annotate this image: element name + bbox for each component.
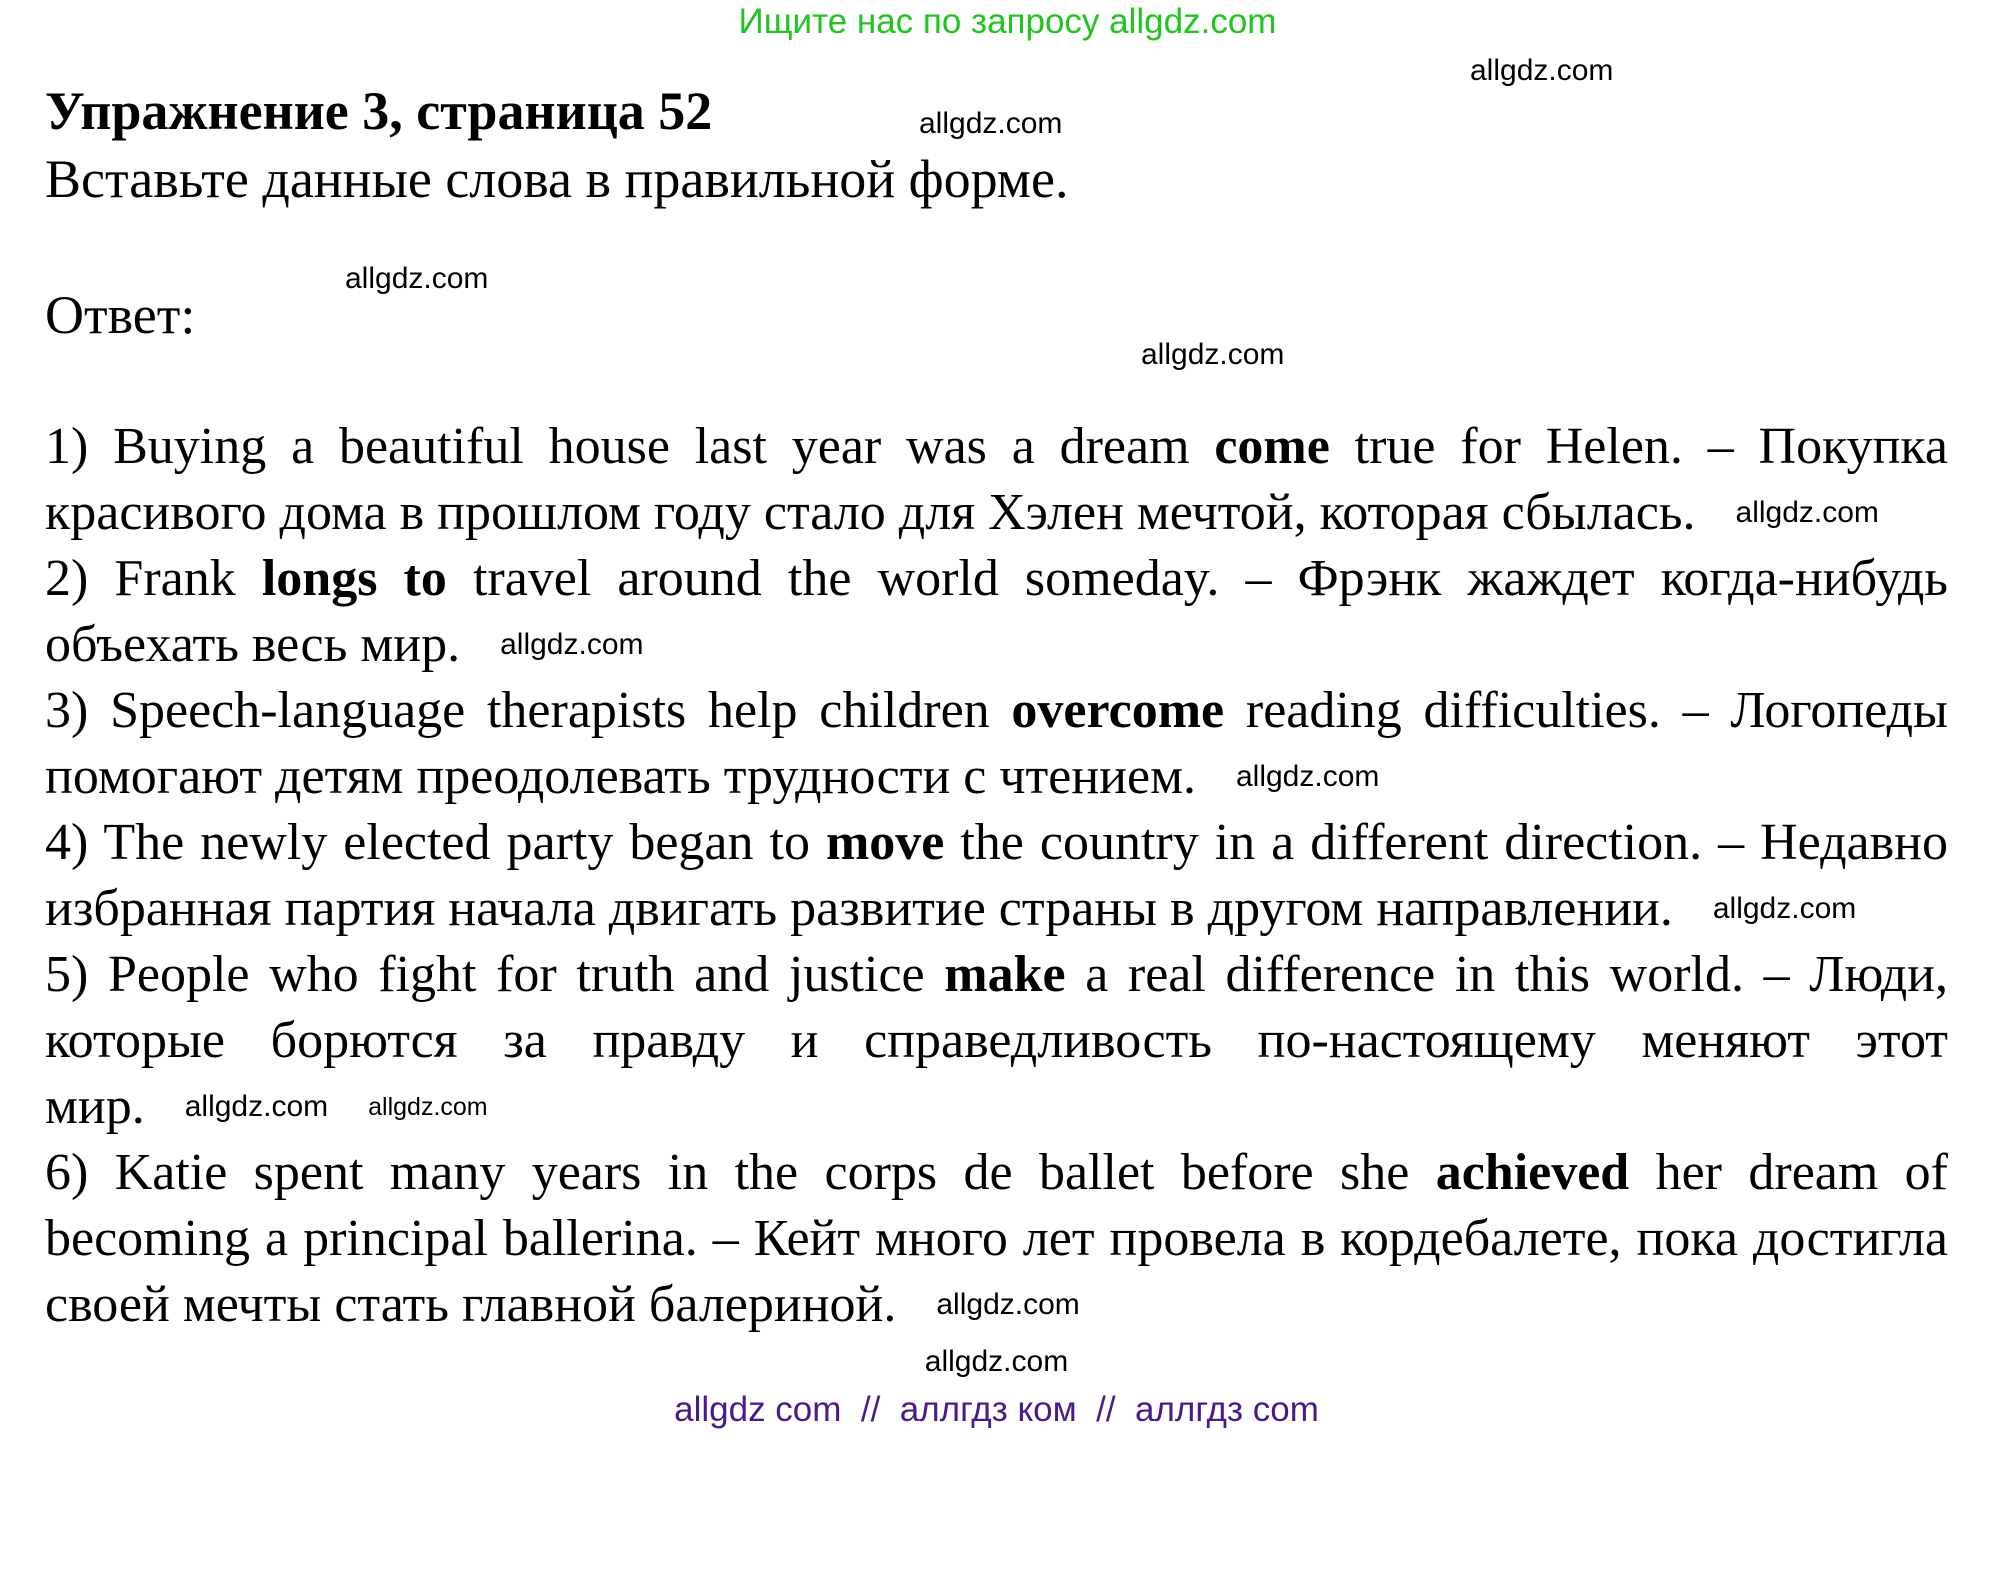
answer-text: reading difficulties. – Логопеды помогают детям преодолевать трудности с чтением. [45, 682, 1948, 805]
answer-keyword: move [825, 814, 945, 871]
answer-keyword: overcome [1011, 682, 1225, 739]
answer-text: a real difference in this world. – Люди, которые борются за правду и справедливость по-настоящему меняют этот мир. [45, 946, 1948, 1135]
watermark: allgdz.com [368, 1093, 488, 1121]
exercise-instruction: Вставьте данные слова в правильной форме. [45, 149, 1069, 209]
answer-item [45, 678, 1948, 810]
answer-text: 5) People who fight for truth and justice [45, 946, 945, 1003]
watermark: allgdz.com [500, 628, 644, 661]
watermark: allgdz.com [1735, 496, 1879, 529]
answer-text: 2) Frank [45, 550, 262, 607]
answer-section [45, 414, 1948, 1432]
answer-text: 1) Buying a beautiful house last year was a dream [45, 418, 1215, 475]
watermark: allgdz.com [919, 107, 1063, 140]
answer-keyword: make [944, 946, 1066, 1003]
answer-keyword: longs to [261, 550, 447, 607]
answer-text: 4) The newly elected party began to [45, 814, 826, 871]
answer-item [45, 810, 1948, 942]
top-banner-link[interactable]: Ищите нас по запросу allgdz.com [738, 2, 1277, 41]
bottom-banner-link[interactable]: allgdz com // аллгдз ком // аллгдз com [674, 1390, 1319, 1429]
answer-text: travel around the world someday. – Фрэнк жаждет когда-нибудь объехать весь мир. [45, 550, 1948, 673]
answer-text: the country in a different direction. – Недавно избранная партия начала двигать развитие страны в другом направлении. [45, 814, 1948, 937]
watermark: allgdz.com [345, 262, 489, 295]
answer-item [45, 546, 1948, 678]
answer-item [45, 1140, 1948, 1338]
watermark: allgdz.com [936, 1288, 1080, 1321]
answer-text: true for Helen. – Покупка красивого дома в прошлом году стало для Хэлен мечтой, которая сбылась. [45, 418, 1948, 541]
answer-keyword: achieved [1435, 1144, 1630, 1201]
answer-keyword: come [1214, 418, 1330, 475]
answer-list [45, 414, 1948, 1338]
watermark: allgdz.com [1470, 54, 1614, 87]
answer-item [45, 942, 1948, 1140]
answer-text: her dream of becoming a principal ballerina. – Кейт много лет провела в кордебалете, пока достигла своей мечты стать главной балериной. [45, 1144, 1948, 1333]
answer-label: Ответ: [45, 285, 196, 345]
watermark: allgdz.com [1141, 338, 1285, 371]
watermark: allgdz.com [1235, 760, 1380, 793]
watermark: allgdz.com [924, 1345, 1069, 1378]
page-title: Упражнение 3, страница 52 [45, 81, 713, 141]
answer-text: 6) Katie spent many years in the corps de ballet before she [45, 1144, 1436, 1201]
watermark: allgdz.com [184, 1090, 329, 1123]
watermark: allgdz.com [1712, 892, 1857, 925]
answer-text: 3) Speech-language therapists help children [45, 682, 1012, 739]
answer-item [45, 414, 1948, 546]
